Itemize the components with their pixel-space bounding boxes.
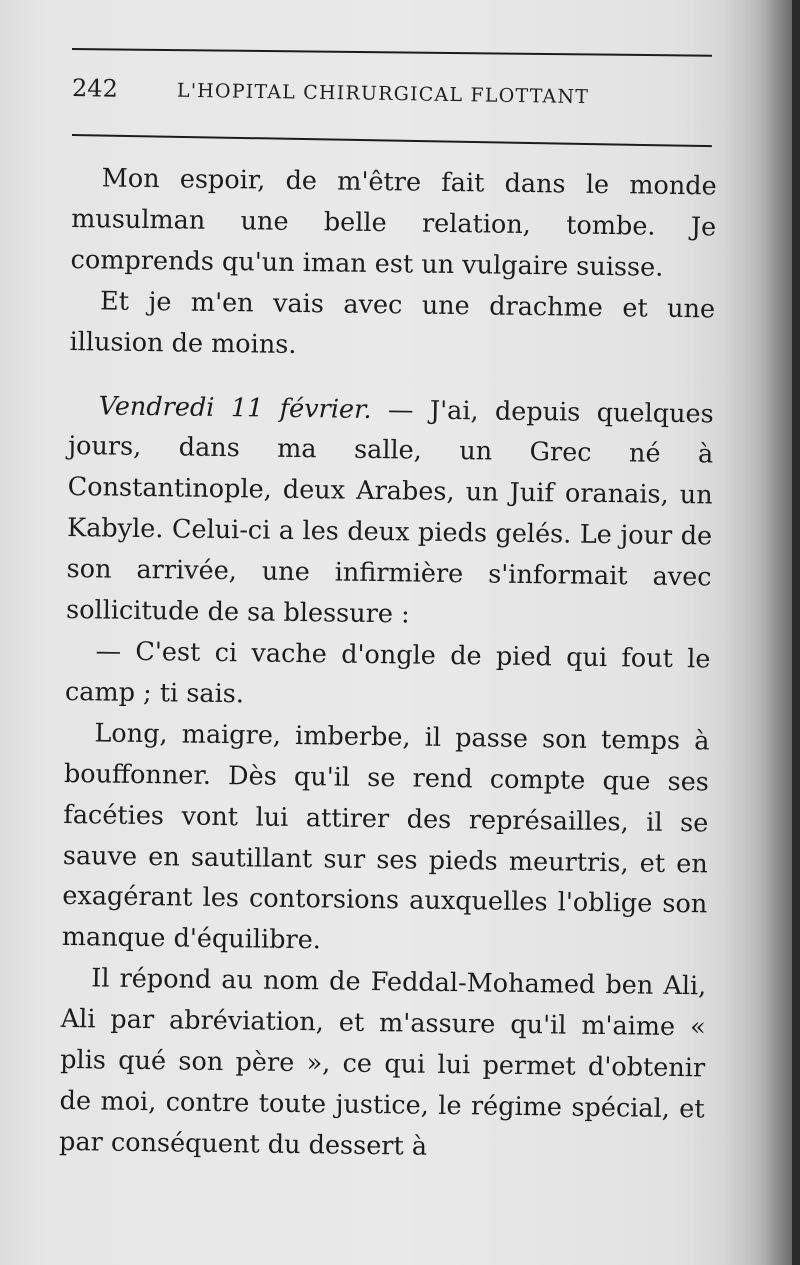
paragraph: Et je m'en vais avec une drachme et une illusion de moins. bbox=[69, 286, 716, 360]
running-title: L'HOPITAL CHIRURGICAL FLOTTANT bbox=[176, 79, 590, 109]
paragraph: — C'est ci vache d'ongle de pied qui fout le camp ; ti sais. bbox=[64, 636, 711, 710]
binding-shadow bbox=[722, 0, 792, 1265]
paragraph: Mon espoir, de m'être fait dans le monde musulman une belle relation, tombe. Je comprends qu'un iman est un vulgaire suisse. bbox=[70, 163, 717, 283]
header-top-rule bbox=[72, 48, 712, 57]
paragraph: Il répond au nom de Feddal-Mohamed ben Ali, Ali par abréviation, et m'assure qu'il m'aime « plis qué son père », ce qui lui permet d'obtenir de moi, contre toute justice, le régime spécial, et par conséquent du dessert à bbox=[58, 963, 707, 1162]
page-number: 242 bbox=[71, 74, 119, 103]
page-header bbox=[72, 70, 713, 120]
body-text bbox=[59, 158, 717, 1171]
paragraph-text: — J'ai, depuis quelques jours, dans ma salle, un Grec né à Constantinople, deux Arabes, un Juif oranais, un Kabyle. Celui-ci a les deux pieds gelés. Le jour de son arrivée, une infirmière s'informait avec sollicitude de sa blessure : bbox=[65, 394, 714, 630]
paragraph bbox=[66, 386, 714, 640]
header-bottom-rule bbox=[72, 134, 712, 147]
paragraph: Long, maigre, imberbe, il passe son temps à bouffonner. Dès qu'il se rend compte que ses facéties vont lui attirer des représailles, il se sauve en sautillant sur ses pieds meurtris, et en exagérant les contorsions auxquelles l'oblige son manque d'équilibre. bbox=[61, 718, 710, 956]
diary-date: Vendredi 11 février. bbox=[98, 390, 372, 425]
